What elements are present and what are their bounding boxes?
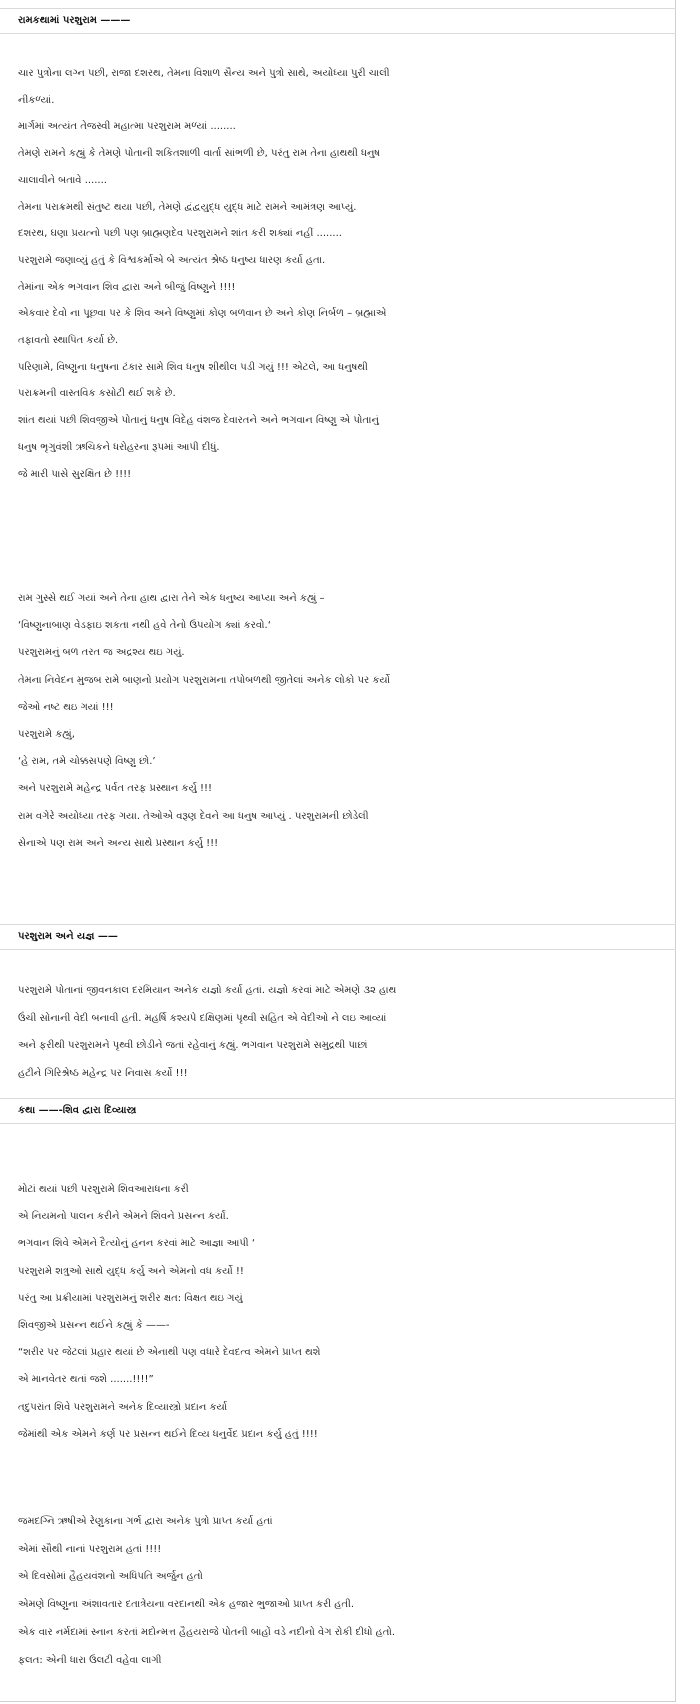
text-line: ‘હે રામ, તમે ચોક્કસપણે વિષ્ણુ છો.’	[18, 756, 156, 768]
text-line: રામ ગુસ્સે થઈ ગયાં અને તેના હાથ દ્વારા તેને એક ધનુષ્ય આપ્યા અને કહ્યું –	[18, 593, 325, 604]
text-line: પરશુરામે પોતાનાં જીવનકાલ દરમિયાન અનેક યજ્ઞો કર્યા હતાં. યજ્ઞો કરવાં માટે એમણે ૩૨ હાથ	[18, 985, 397, 996]
text-line: ધનુષ ભૃગુવંશી ઋચિકને ધરોહરના રૂપમાં આપી દીધું.	[18, 441, 220, 453]
section-header-yagna	[0, 924, 676, 950]
text-line: તેમના નિવેદન મુજબ રામે બાણનો પ્રયોગ પરશુરામના તપોબળથી જીતેલાં અનેક લોકો પર કર્યો	[18, 674, 390, 686]
text-line: ફલત: એની ધારા ઉલટી વહેવા લાગી	[18, 1654, 162, 1666]
section-title: પરશુરામ અને યજ્ઞ ——	[18, 931, 118, 942]
text-line: ઉંચી સોનાની વેદી બનાવી હતી. મહર્ષિ કશ્યપે દક્ષિણમાં પૃથ્વી સહિત એ વેદીઓ ને લઇ આવ્યાં	[18, 1012, 387, 1024]
paragraph-divyastra-2	[0, 1508, 676, 1674]
text-line: જેમાંથી એક એમને કર્ણ પર પ્રસન્ન થઈને દિવ્ય ધનુર્વેદ પ્રદાન કર્યુ હતું !!!!	[18, 1428, 318, 1440]
text-line: રામ વગેરે અયોધ્યા તરફ ગયા. તેઓએ વરૂણ દેવને આ ધનુષ આપ્યું . પરશુરામની છોડેલી	[18, 810, 369, 822]
text-line: ચાર પુત્રોના લગ્ન પછી, રાજા દશરથ, તેમના વિશાળ સૈન્ય અને પુત્રો સાથે, અયોધ્યા પુરી ચાલી	[18, 68, 390, 79]
text-line: પરાક્રમની વાસ્તવિક કસોટી થઈ શકે છે.	[18, 388, 176, 400]
text-line: સેનાએ પણ રામ અને અન્ય સાથે પ્રસ્થાન કર્યુ !!!	[18, 837, 219, 849]
text-line: એ માનવેતર થતાં જશે .......!!!!”	[18, 1374, 154, 1386]
text-line: માર્ગમાં અત્યંત તેજસ્વી મહાત્મા પરશુરામ મળ્યાં ........	[18, 121, 236, 133]
text-line: પરશુરામે શત્રુઓ સાથે યુદ્ધ કર્યુ અને એમનો વધ કર્યો !!	[18, 1265, 244, 1277]
text-line: એ નિયમનો પાલન કરીને એમને શિવને પ્રસન્ન કર્યાં.	[18, 1211, 229, 1223]
paragraph-yagna	[0, 977, 676, 1087]
text-line: શિવજીએ પ્રસન્ન થઈને કહ્યું કે ——-	[18, 1320, 170, 1332]
text-line: પરશુરામનું બળ તરત જ અદ્રશ્ય થઇ ગયું.	[18, 647, 185, 659]
text-line: એકવાર દેવો ના પૂછવા પર કે શિવ અને વિષ્ણુમાં કોણ બળવાન છે અને કોણ નિર્બળ – બ્રહ્માએ	[18, 308, 387, 320]
text-line: એ દિવસોમાં હૈહયવંશનો અધિપતિ અર્જુન હતો	[18, 1571, 203, 1583]
text-line: એમણે વિષ્ણુના અંશાવતાર દતાત્રેયના વરદાનથી એક હજાર ભુજાઓ પ્રાપ્ત કરી હતી.	[18, 1599, 355, 1611]
text-line: એમાં સૌથી નાનાં પરશુરામ હતાં !!!!	[18, 1543, 162, 1555]
paragraph-ramkatha-2	[0, 585, 676, 857]
text-line: તદુપરાંત શિવે પરશુરામને અનેક દિવ્યાસ્ત્રો પ્રદાન કર્યા	[18, 1401, 228, 1413]
text-line: ભગવાન શિવે એમને દૈત્યોનું હનન કરવાં માટે આજ્ઞા આપી ‘	[18, 1238, 256, 1250]
text-line: જેઓ નષ્ટ થઇ ગયાં !!!	[18, 701, 114, 713]
text-line: હટીને ગિરિશ્રેષ્ઠ મહેન્દ્ર પર નિવાસ કર્યો !!!	[18, 1067, 188, 1079]
text-line: પરશુરામે કહ્યું,	[18, 729, 75, 741]
section-header-divyastra	[0, 1098, 676, 1124]
section-title: કથા ——-શિવ દ્વારા દિવ્યાસ્ત્ર	[18, 1105, 137, 1116]
text-line: દશરથ, ઘણા પ્રયત્નો પછી પણ બ્રાહ્મણદેવ પરશુરામને શાંત કરી શક્યાં નહીં ........	[18, 228, 342, 240]
text-line: પરંતુ આ પ્રક્રીયામાં પરશુરામનું શરીર ક્ષત: વિક્ષત થઇ ગયું	[18, 1292, 243, 1304]
text-line: એક વાર નર્મદામાં સ્નાન કરતાં મદોન્મત્ત હૈહયરાજે પોતની બાહોં વડે નદીનો વેગ રોકી દીધો હતો.	[18, 1626, 396, 1638]
text-line: પરશુરામે જણાવ્યું હતું કે વિશ્વકર્માએ બે અત્યંત શ્રેષ્ઠ ધનુષ્ય ધારણ કર્યા હતા.	[18, 254, 326, 266]
text-line: તેમાંના એક ભગવાન શિવ દ્વારા અને બીજું વિષ્ણુને !!!!	[18, 281, 236, 293]
text-line: “શરીર પર જેટલાં પ્રહાર થયાં છે એનાથી પણ વધારે દેવદત્વ એમને પ્રાપ્ત થશે	[18, 1347, 321, 1359]
text-line: તેમના પરાક્રમથી સંતુષ્ટ થયા પછી, તેમણે દ્વંદ્વયુદ્ધ યુદ્ધ માટે રામને આમંત્રણ આપ્યું.	[18, 201, 357, 213]
text-line: તેમણે રામને કહ્યું કે તેમણે પોતાની શકિતશાળી વાર્તા સાંભળી છે, પરંતુ રામ તેના હાથથી ધનુષ	[18, 148, 381, 160]
text-line: મોટાં થયાં પછી પરશુરામે શિવઆરાધના કરી	[18, 1184, 189, 1195]
text-line: નીકળ્યાં.	[18, 94, 55, 106]
text-line: જે મારી પાસે સુરક્ષિત છે !!!!	[18, 468, 132, 480]
text-line: ચાલાવીને બતાવે .......	[18, 174, 107, 186]
section-header-ramkatha	[0, 8, 676, 34]
text-line: શાંત થયાં પછી શિવજીએ પોતાનું ધનુષ વિદેહ વંશજ દેવારતને અને ભગવાન વિષ્ણુ એ પોતાનું	[18, 415, 379, 427]
text-line: અને પરશુરામે મહેન્દ્ર પર્વત તરફ પ્રસ્થાન કર્યુ !!!	[18, 783, 212, 795]
text-line: તફાવતો સ્થાપિત કર્યા છે.	[18, 335, 119, 347]
paragraph-divyastra-1	[0, 1176, 676, 1448]
paragraph-ramkatha-1	[0, 61, 676, 488]
text-line: ‘વિષ્ણુનાબાણ વેડફાઇ શકતા નથી હવે તેનો ઉપયોગ ક્યાં કરવો.‘	[18, 620, 271, 632]
section-title: રામકથામાં પરશુરામ ———	[18, 15, 131, 26]
text-line: પરિણામે, વિષ્ણુના ધનુષના ટંકાર સામે શિવ ધનુષ શીથીલ પડી ગયું !!! એટલે, આ ધનુષથી	[18, 361, 368, 373]
text-line: અને ફરીથી પરશુરામને પૃથ્વી છોડીને જતાં રહેવાનું કહ્યું. ભગવાન પરશુરામે સમુદ્રથી પાછાં	[18, 1040, 368, 1051]
text-line: જમદગ્નિ ઋષીએ રેણુકાના ગર્ભ દ્વારા અનેક પુત્રો પ્રાપ્ત કર્યા હતાં	[18, 1516, 273, 1527]
